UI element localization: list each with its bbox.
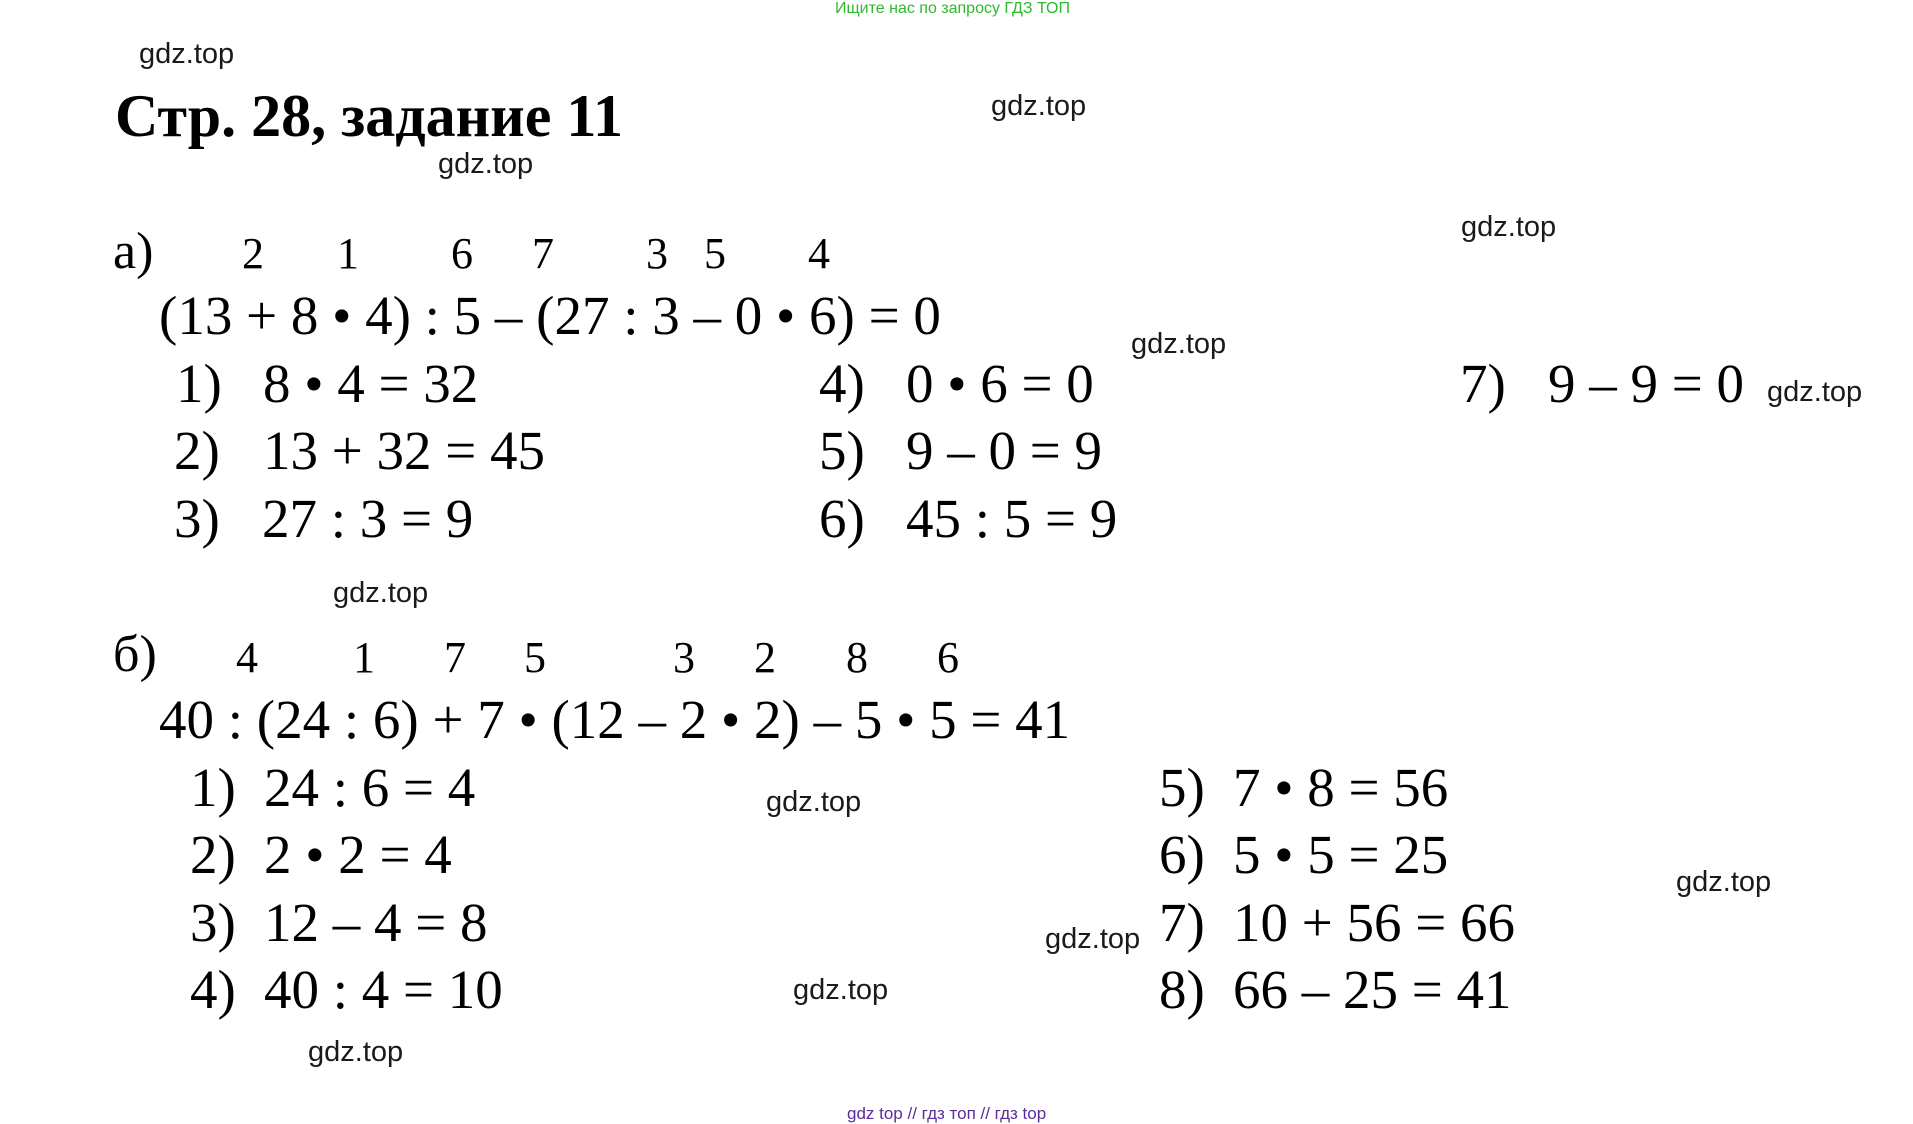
watermark: gdz.top [1131,328,1227,360]
step-number: 8) [1159,959,1205,1020]
step-text: 9 – 0 = 9 [906,420,1103,481]
order-number: 6 [937,633,959,682]
step-text: 10 + 56 = 66 [1233,892,1516,953]
step-text: 2 • 2 = 4 [264,824,452,885]
watermark: gdz.top [793,974,889,1006]
expression: (13 + 8 • 4) : 5 – (27 : 3 – 0 • 6) = 0 [159,285,941,346]
step-number: 6) [1159,824,1205,885]
page-title: Стр. 28, задание 11 [115,83,624,149]
watermark: gdz.top [139,38,235,70]
step-text: 9 – 9 = 0 [1548,353,1745,414]
order-number: 2 [754,633,776,682]
order-number: 2 [242,229,264,278]
watermark: gdz.top [333,577,429,609]
watermark: gdz.top [438,148,534,180]
step-number: 3) [174,488,220,549]
step-number: 2) [190,824,236,885]
top-banner[interactable]: Ищите нас по запросу ГДЗ ТОП [835,0,1070,17]
step-text: 66 – 25 = 41 [1233,959,1512,1020]
step-text: 7 • 8 = 56 [1233,757,1449,818]
step-number: 7) [1460,353,1506,414]
order-number: 6 [451,229,473,278]
step-text: 12 – 4 = 8 [264,892,488,953]
watermark: gdz.top [1461,211,1557,243]
watermark: gdz.top [1767,376,1863,408]
footer-links[interactable]: gdz top // гдз топ // гдз top [847,1104,1047,1123]
step-text: 0 • 6 = 0 [906,353,1094,414]
step-text: 13 + 32 = 45 [263,420,546,481]
step-number: 7) [1159,892,1205,953]
order-number: 4 [808,229,830,278]
step-number: 5) [819,420,865,481]
step-number: 6) [819,488,865,549]
part-a-letter: а) [113,223,154,280]
order-number: 1 [337,229,359,278]
step-number: 4) [190,959,236,1020]
order-number: 7 [532,229,554,278]
order-number: 5 [704,229,726,278]
step-text: 8 • 4 = 32 [263,353,479,414]
step-text: 27 : 3 = 9 [262,488,474,549]
watermark: gdz.top [991,90,1087,122]
step-number: 3) [190,892,236,953]
expression: 40 : (24 : 6) + 7 • (12 – 2 • 2) – 5 • 5 = 41 [159,689,1071,750]
step-number: 5) [1159,757,1205,818]
order-number: 3 [673,633,695,682]
step-number: 2) [174,420,220,481]
watermark: gdz.top [1676,866,1772,898]
order-number: 7 [444,633,466,682]
step-text: 24 : 6 = 4 [264,757,476,818]
step-number: 1) [176,353,222,414]
step-text: 40 : 4 = 10 [264,959,503,1020]
order-number: 4 [236,633,258,682]
step-text: 5 • 5 = 25 [1233,824,1449,885]
order-number: 8 [846,633,868,682]
step-text: 45 : 5 = 9 [906,488,1118,549]
order-number: 1 [353,633,375,682]
order-number: 5 [524,633,546,682]
part-b-letter: б) [113,626,157,683]
step-number: 4) [819,353,865,414]
order-number: 3 [646,229,668,278]
step-number: 1) [190,757,236,818]
watermark: gdz.top [308,1036,404,1068]
watermark: gdz.top [766,786,862,818]
watermark: gdz.top [1045,923,1141,955]
